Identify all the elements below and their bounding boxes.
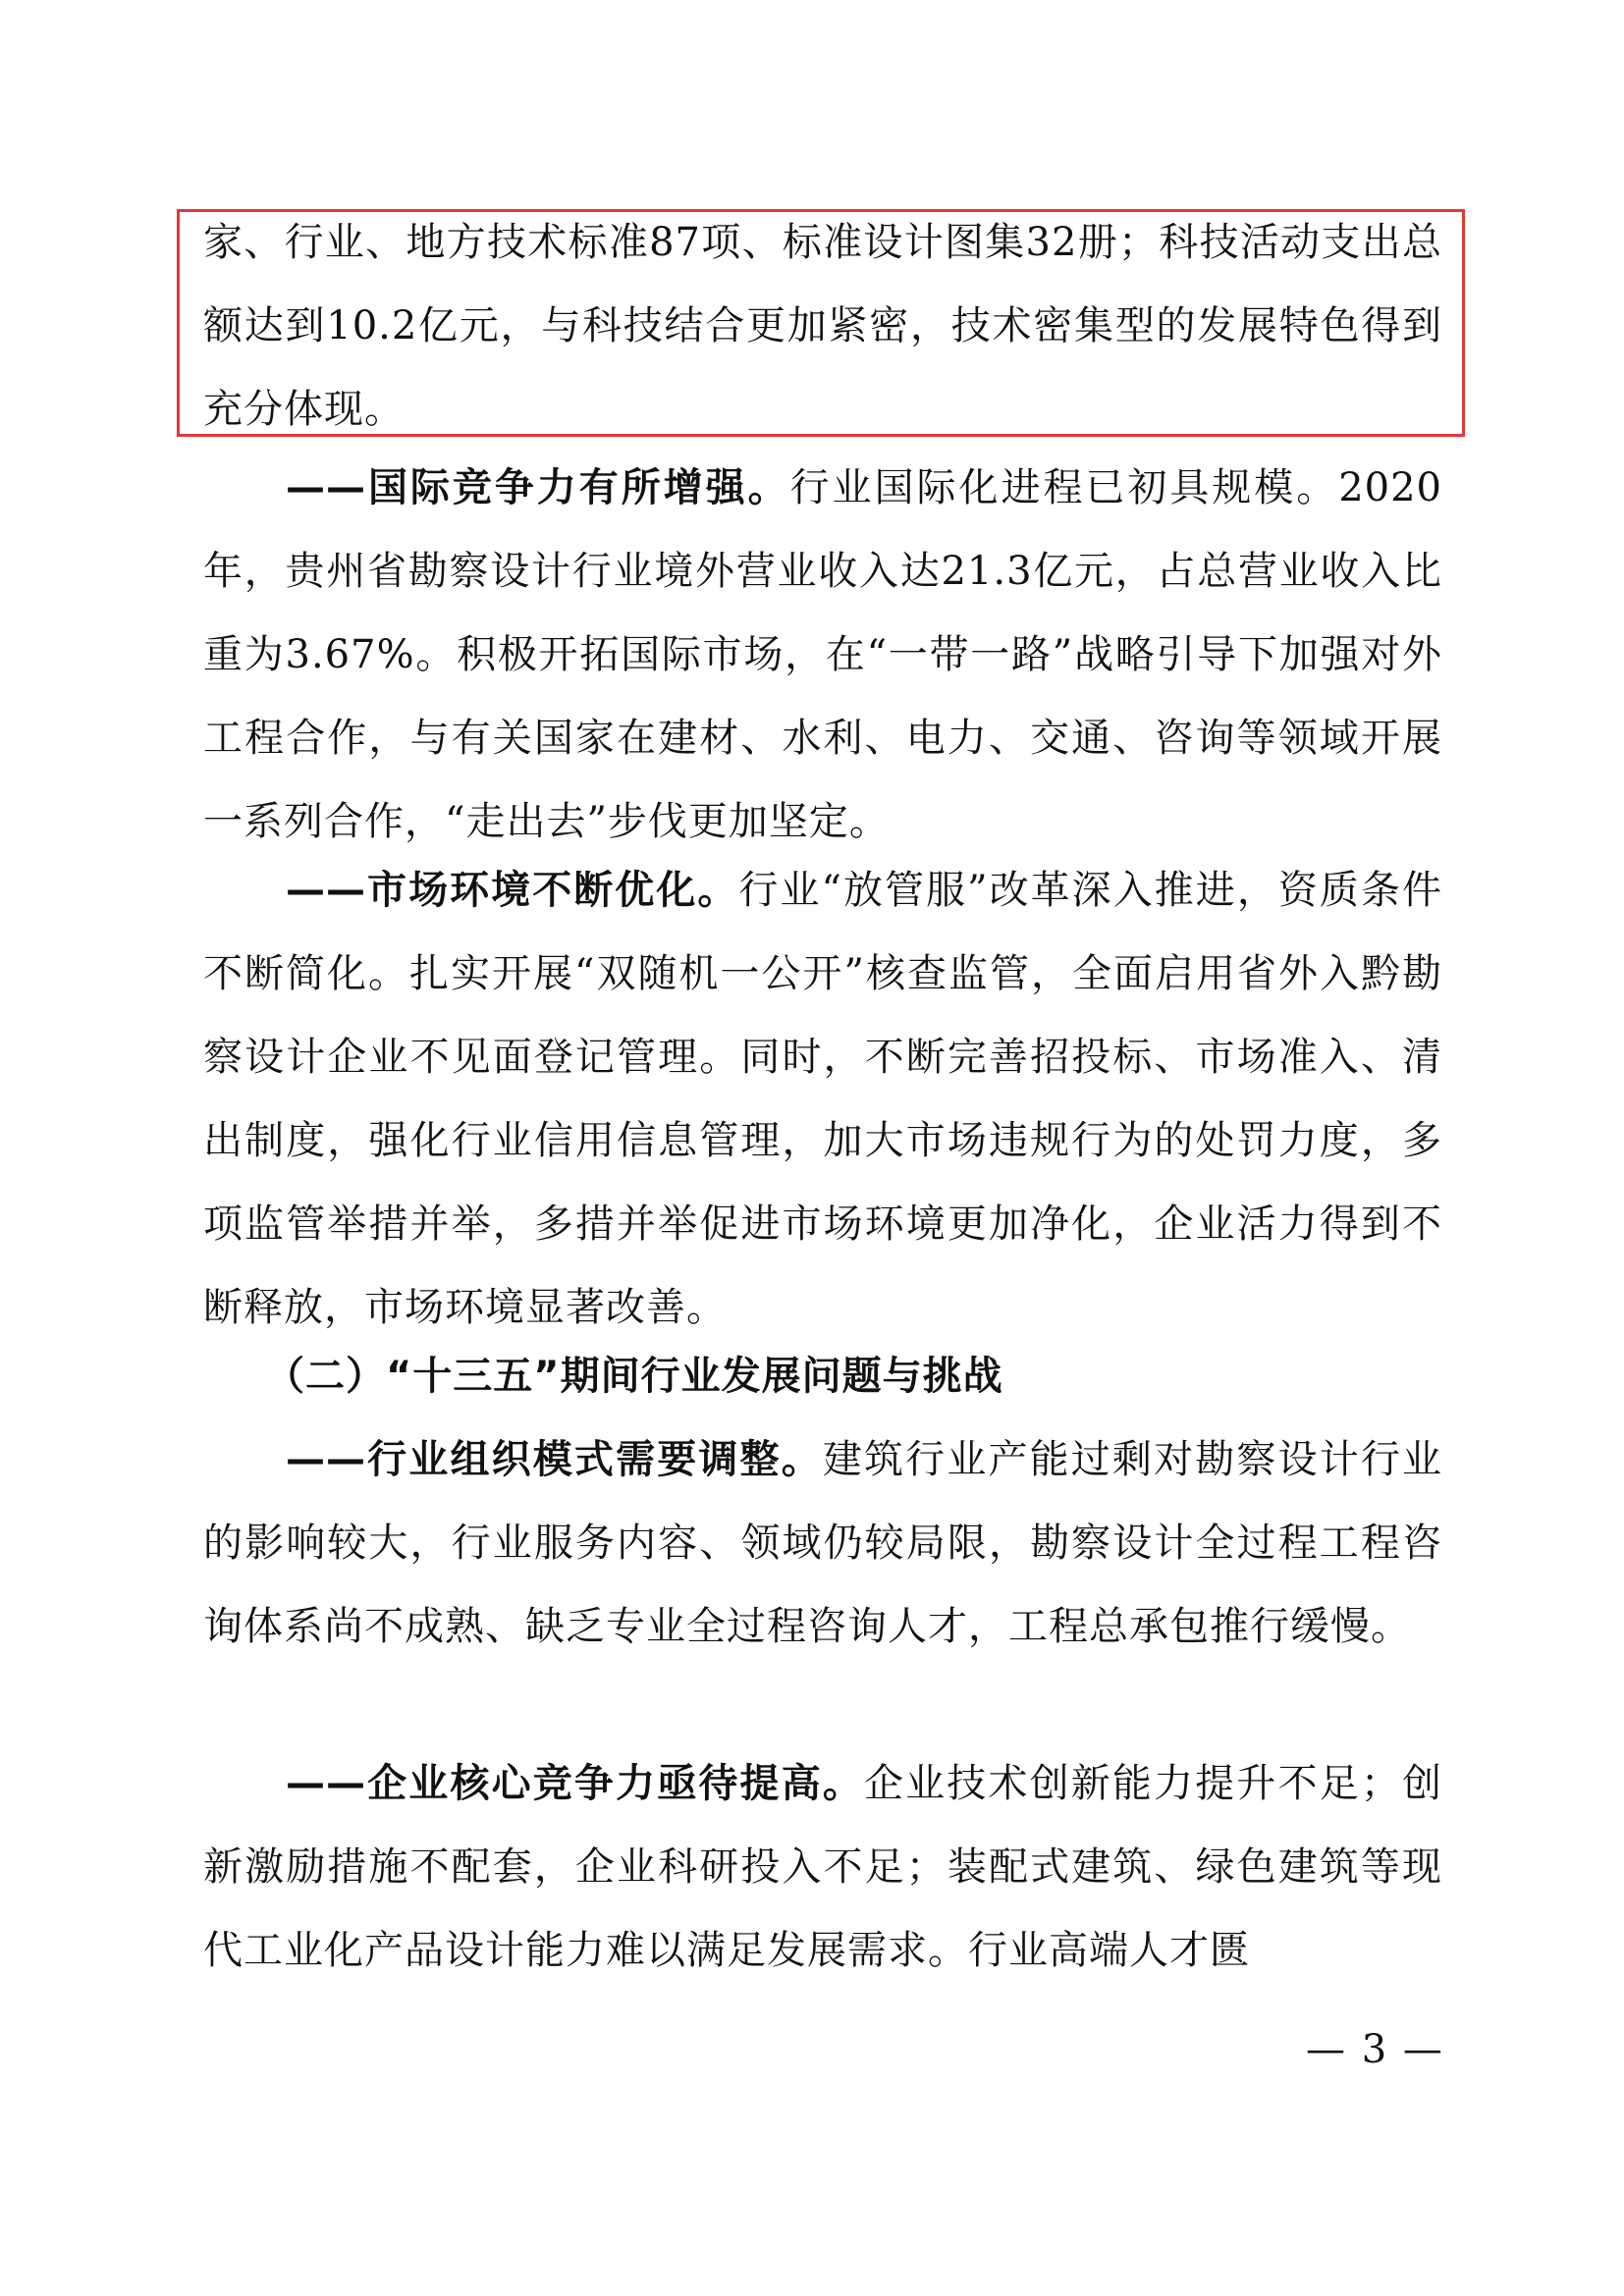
paragraph-lead: ——企业核心竞争力亟待提高。: [286, 1761, 864, 1806]
paragraph-text: 建筑行业产能过剩对勘察设计行业的影响较大，行业服务内容、领域仍较局限，勘察设计全过程工程咨询体系尚不成熟、缺乏专业全过程咨询人才，工程总承包推行缓慢。: [203, 1437, 1443, 1649]
paragraph-lead: ——行业组织模式需要调整。: [286, 1437, 823, 1482]
paragraph-text: 行业国际化进程已初具规模。2020年，贵州省勘察设计行业境外营业收入达21.3亿元，占总营业收入比重为3.67%。积极开拓国际市场，在“一带一路”战略引导下加强对外工程合作，与有关国家在建材、水利、电力、交通、咨询等领域开展一系列合作，“走出去”步伐更加坚定。: [203, 465, 1443, 844]
paragraph-industry-organization: [203, 1418, 1442, 1669]
paragraph-tech-standards: [203, 201, 1442, 452]
section-heading: （二）“十三五”期间行业发展问题与挑战: [265, 1354, 1003, 1399]
paragraph-lead: ——市场环境不断优化。: [286, 868, 739, 913]
paragraph-text: 家、行业、地方技术标准87项、标准设计图集32册；科技活动支出总额达到10.2亿元，与科技结合更加紧密，技术密集型的发展特色得到充分体现。: [203, 220, 1442, 432]
paragraph-international-competitiveness: [203, 447, 1442, 864]
page-number: — 3 —: [1306, 2027, 1444, 2072]
paragraph-lead: ——国际竞争力有所增强。: [286, 465, 790, 510]
paragraph-core-competitiveness: [203, 1742, 1442, 1993]
paragraph-market-environment: [203, 849, 1442, 1350]
paragraph-text: 行业“放管服”改革深入推进，资质条件不断简化。扎实开展“双随机一公开”核查监管，全面启用省外入黔勘察设计企业不见面登记管理。同时，不断完善招投标、市场准入、清出制度，强化行业信用信息管理，加大市场违规行为的处罚力度，多项监管举措并举，多措并举促进市场环境更加净化，企业活力得到不断释放，市场环境显著改善。: [203, 868, 1442, 1330]
paragraph-text: 企业技术创新能力提升不足；创新激励措施不配套，企业科研投入不足；装配式建筑、绿色建筑等现代工业化产品设计能力难以满足发展需求。行业高端人才匮: [203, 1761, 1442, 1973]
